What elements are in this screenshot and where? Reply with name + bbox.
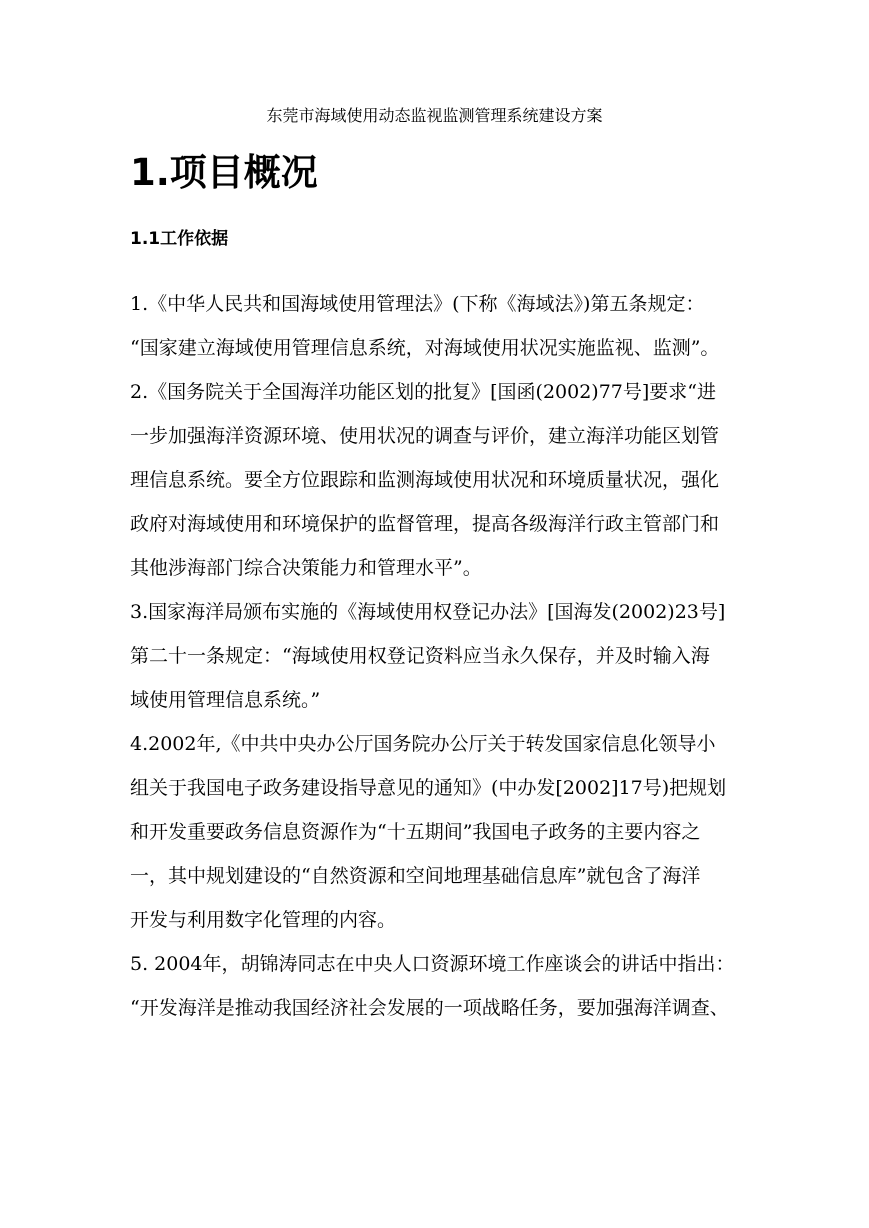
text-line: 开发与利用数字化管理的内容。 [130,909,397,931]
text-line: 域使用管理信息系统。” [130,689,321,711]
text-line: “开发海洋是推动我国经济社会发展的一项战略任务，要加强海洋调查、 [130,997,729,1019]
text-line: 一，其中规划建设的“自然资源和空间地理基础信息库”就包含了海洋 [130,865,701,887]
text-line: 5. 2004年，胡锦涛同志在中央人口资源环境工作座谈会的讲话中指出： [130,953,735,975]
text-line: 其他涉海部门综合决策能力和管理水平”。 [130,557,482,579]
section-heading: 1.项目概况 [130,151,318,194]
text-line: 和开发重要政务信息资源作为“十五期间”我国电子政务的主要内容之 [130,821,701,843]
text-line: 政府对海域使用和环境保护的监督管理，提高各级海洋行政主管部门和 [130,513,720,535]
text-line: 1.《中华人民共和国海域使用管理法》(下称《海域法》)第五条规定： [130,293,705,315]
subsection-heading: 1.1工作依据 [130,229,229,249]
body-text [130,282,742,1030]
running-header: 东莞市海域使用动态监视监测管理系统建设方案 [266,106,603,125]
text-line: 2.《国务院关于全国海洋功能区划的批复》[国函(2002)77号]要求“进 [130,381,717,403]
text-line: 第二十一条规定：“海域使用权登记资料应当永久保存，并及时输入海 [130,645,710,667]
text-line: 一步加强海洋资源环境、使用状况的调查与评价，建立海洋功能区划管 [130,425,720,447]
text-line: 3.国家海洋局颁布实施的《海域使用权登记办法》[国海发(2002)23号] [130,601,726,623]
text-line: “国家建立海域使用管理信息系统，对海域使用状况实施监视、监测”。 [130,337,720,359]
text-line: 理信息系统。要全方位跟踪和监测海域使用状况和环境质量状况，强化 [130,469,720,491]
text-line: 4.2002年,《中共中央办公厅国务院办公厅关于转发国家信息化领导小 [130,733,716,755]
text-line: 组关于我国电子政务建设指导意见的通知》(中办发[2002]17号)把规划 [130,777,727,799]
